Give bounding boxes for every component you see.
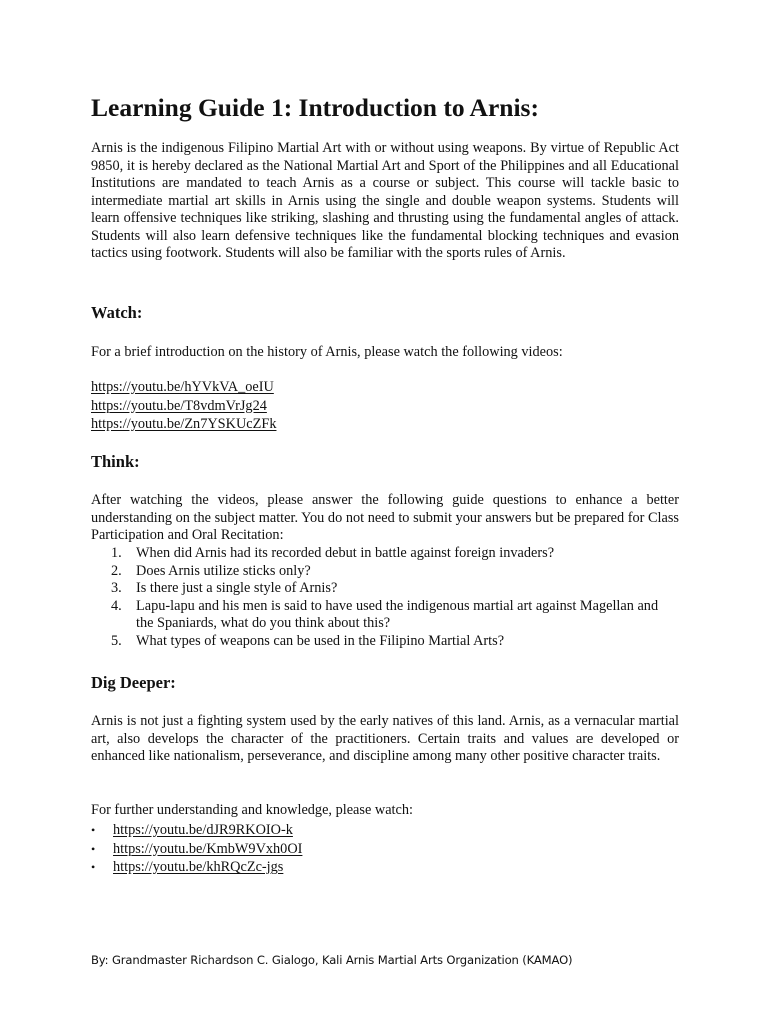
question-number: 5. [111,632,122,649]
think-heading: Think: [91,452,140,471]
question-number: 2. [111,562,122,579]
question-item [91,598,679,633]
question-item [91,545,679,563]
question-text: Does Arnis utilize sticks only? [136,562,311,579]
bullet-icon: • [91,841,96,856]
dig-deeper-text: Arnis is not just a fighting system used by the early natives of this land. Arnis, as a vernacular martial art, also develops the character of the practitioners. Certain traits and values are developed or enhanced like nationalism, perseverance, and discipline among many other positive character traits. [91,713,679,764]
question-number: 1. [111,545,122,561]
video-link-3[interactable]: https://youtu.be/Zn7YSKUcZFk [91,416,277,432]
bullet-icon: • [91,823,96,837]
intro-paragraph: Arnis is the indigenous Filipino Martial Art with or without using weapons. By virtue of Republic Act 9850, it is hereby declared as the National Martial Art and Sport of the Philippines and all Educational Institutions are mandated to teach Arnis as a course or subject. This course will tackle basic to intermediate martial art skills in Arnis using the single and double weapon systems. Students will learn offensive techniques like striking, slashing and thrusting using the fundamental angles of attack. Students will also learn defensive techniques like the fundamental blocking techniques and evasion tactics using footwork. Students will also be familiar with the sports rules of Arnis. [91,140,679,261]
guide-questions [91,545,679,650]
further-watch-text: For further understanding and knowledge, please watch: [91,802,413,818]
watch-text: For a brief introduction on the history of Arnis, please watch the following videos: [91,344,563,360]
further-links [91,821,302,877]
video-link-1[interactable]: https://youtu.be/hYVkVA_oeIU [91,379,274,395]
list-item [91,415,276,434]
question-item [91,633,679,651]
watch-heading: Watch: [91,303,143,322]
video-link-5[interactable]: https://youtu.be/KmbW9Vxh0OI [113,840,303,857]
question-text: What types of weapons can be used in the Filipino Martial Arts? [136,632,505,649]
video-link-2[interactable]: https://youtu.be/T8vdmVrJg24 [91,397,267,414]
page-title: Learning Guide 1: Introduction to Arnis: [91,93,539,122]
list-item [91,378,276,397]
video-link-4[interactable]: https://youtu.be/dJR9RKOIO-k [113,822,293,838]
question-number: 4. [111,597,122,614]
list-item [91,821,302,840]
video-link-6[interactable]: https://youtu.be/khRQcZc-jgs [113,859,284,875]
question-item [91,563,679,581]
question-text: Is there just a single style of Arnis? [136,580,338,596]
think-text: After watching the videos, please answer the following guide questions to enhance a better understanding on the subject matter. You do not need to submit your answers but be prepared for Class Participation and Oral Recitation: [91,492,679,543]
question-text: When did Arnis had its recorded debut in battle against foreign invaders? [136,545,555,561]
question-text: Lapu-lapu and his men is said to have used the indigenous martial art against Magellan and the Spaniards, what do you think about this? [136,597,659,631]
list-item [91,397,276,416]
dig-deeper-heading: Dig Deeper: [91,673,176,692]
bullet-icon: • [91,860,96,874]
question-item [91,580,679,598]
list-item [91,858,302,877]
list-item [91,840,302,859]
question-number: 3. [111,580,122,596]
watch-links [91,378,276,434]
author-footer: By: Grandmaster Richardson C. Gialogo, Kali Arnis Martial Arts Organization (KAMAO) [91,953,573,967]
